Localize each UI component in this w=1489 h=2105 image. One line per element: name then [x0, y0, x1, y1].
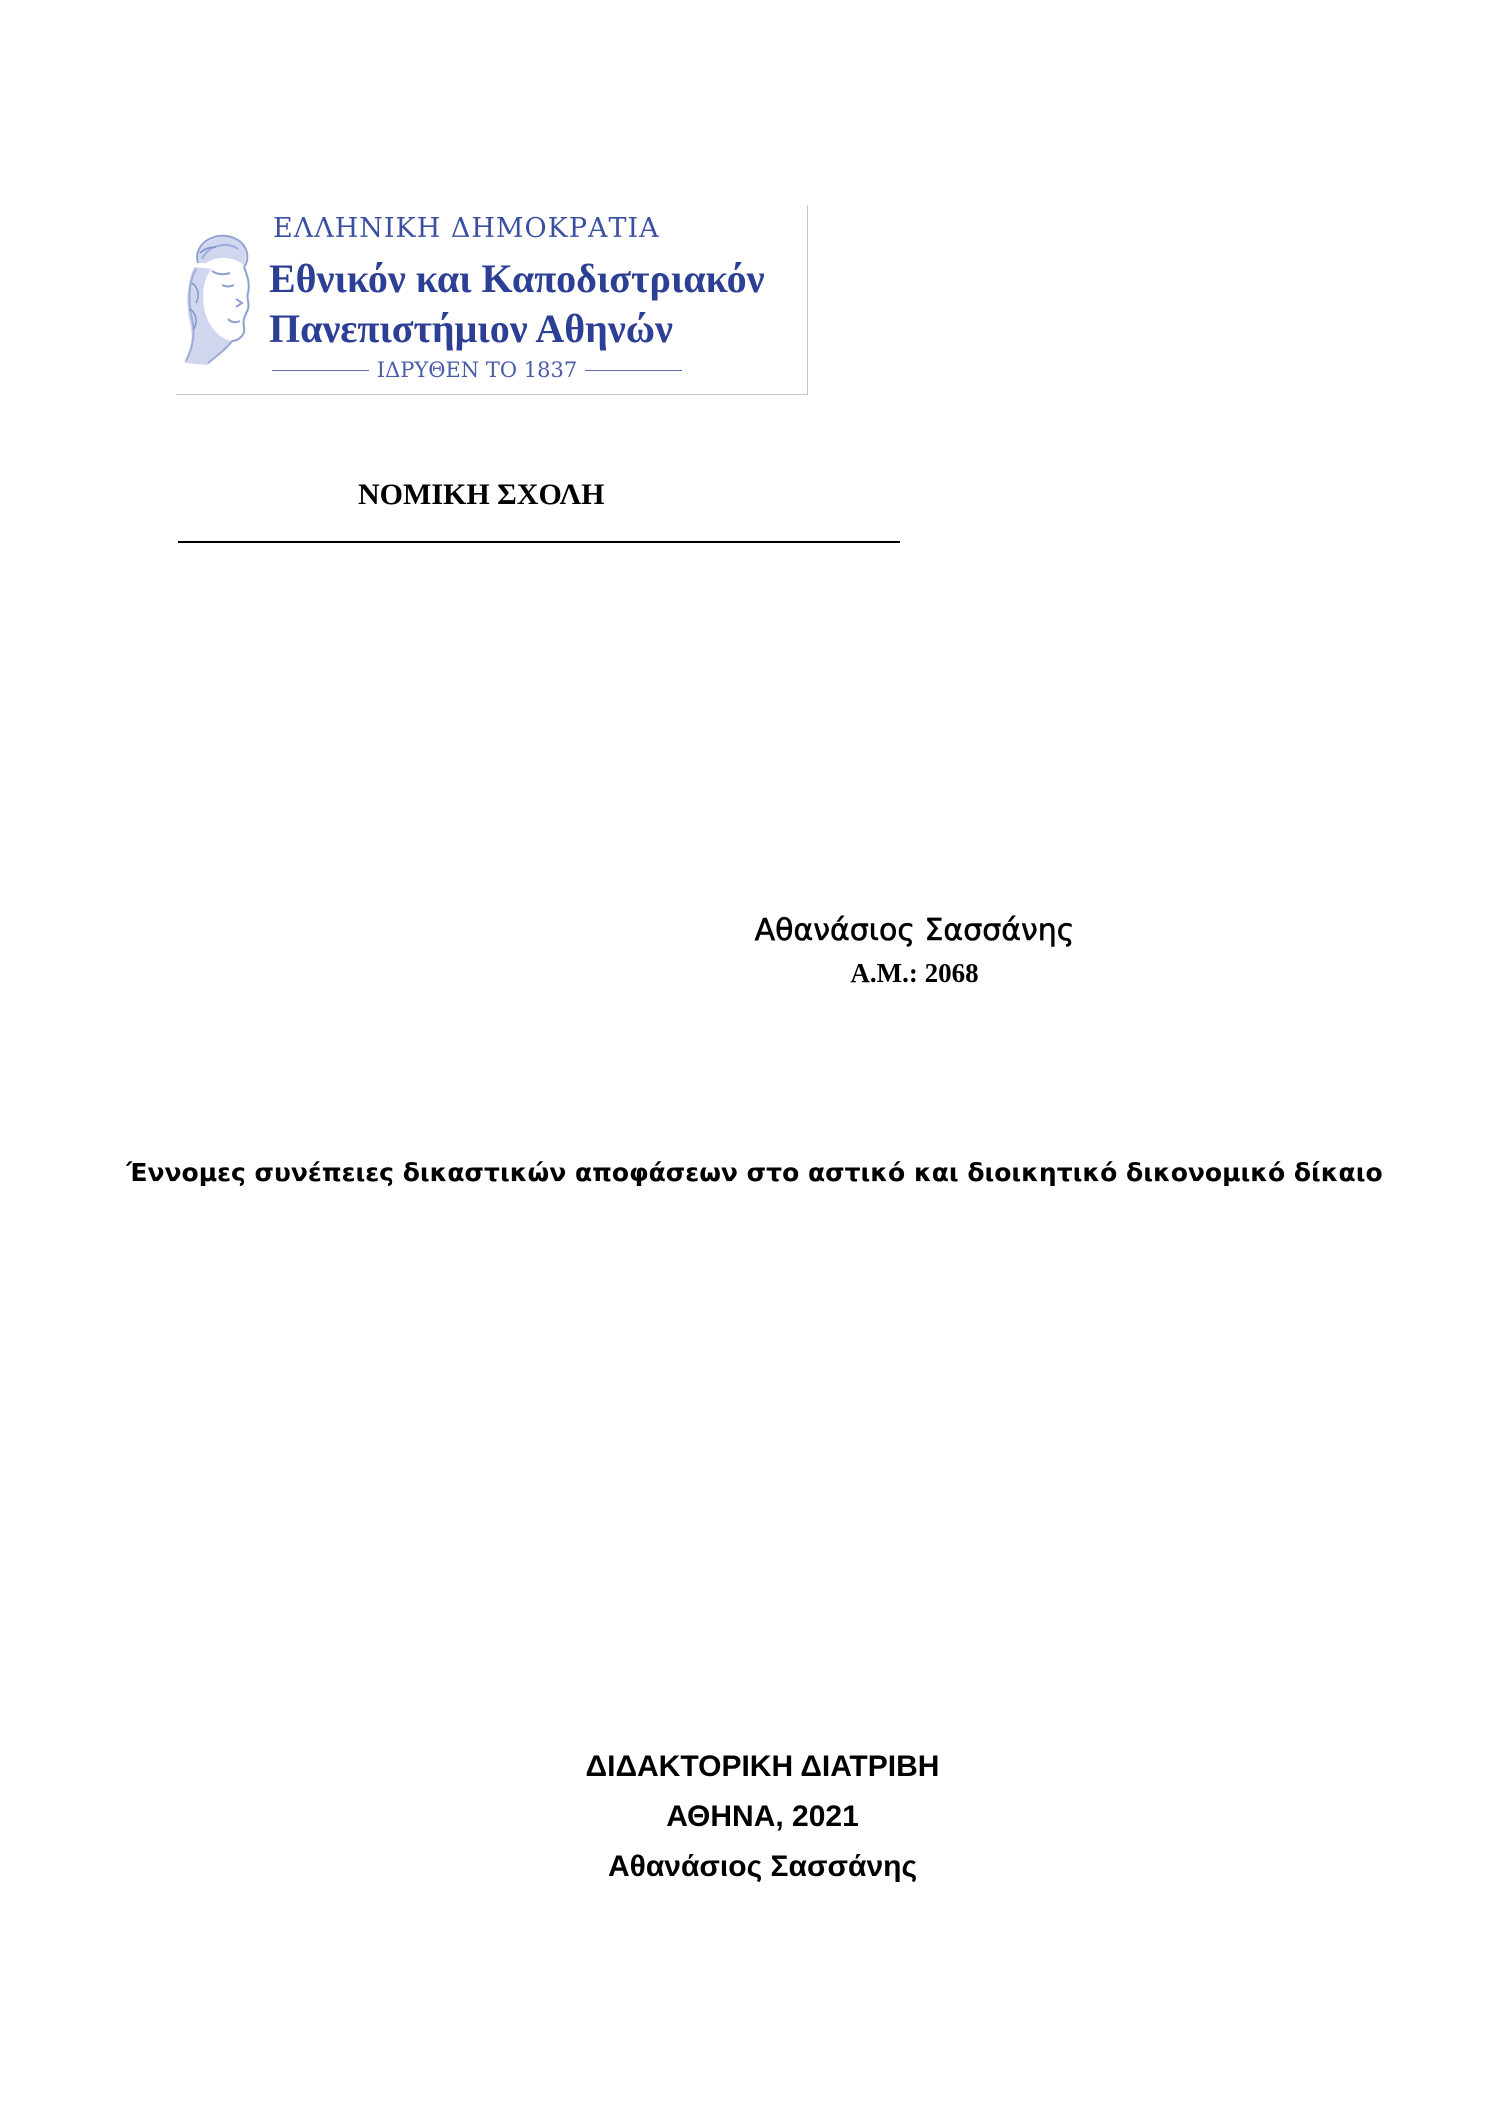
place-year: ΑΘΗΝΑ, 2021 — [666, 1800, 859, 1833]
thesis-title: Έννομες συνέπειες δικαστικών αποφάσεων στο αστικό και διοικητικό δικονομικό δίκαιο — [126, 1158, 1383, 1187]
logo-line-university-city: Πανεπιστήμιον Αθηνών — [269, 306, 673, 351]
logo-founded-row — [272, 357, 682, 383]
faculty-divider — [178, 541, 900, 543]
university-logo — [176, 205, 808, 395]
logo-line-republic: ΕΛΛΗΝΙΚΗ ΔΗΜΟΚΡΑΤΙΑ — [273, 213, 660, 244]
author-name: Αθανάσιος Σασσάνης — [754, 913, 1075, 948]
logo-rule-right — [585, 370, 682, 371]
logo-line-university: Εθνικόν και Καποδιστριακόν — [269, 256, 765, 301]
logo-founded-text: ΙΔΡΥΘΕΝ ΤΟ 1837 — [376, 358, 578, 382]
footer-author-name: Αθανάσιος Σασσάνης — [607, 1850, 918, 1883]
registration-number: Α.Μ.: 2068 — [850, 958, 979, 988]
document-type: ΔΙΔΑΚΤΟΡΙΚΗ ΔΙΑΤΡΙΒΗ — [585, 1750, 940, 1783]
athena-emblem-icon — [178, 223, 256, 373]
logo-rule-left — [272, 370, 369, 371]
faculty-heading: ΝΟΜΙΚΗ ΣΧΟΛΗ — [358, 478, 605, 511]
